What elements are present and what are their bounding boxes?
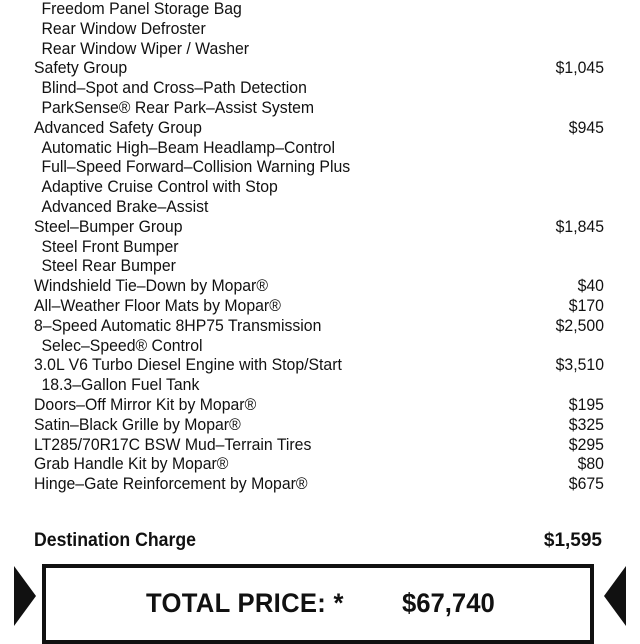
option-item xyxy=(34,117,604,138)
option-label: Grab Handle Kit by Mopar® xyxy=(34,454,229,474)
option-label: Windshield Tie–Down by Mopar® xyxy=(34,276,268,296)
option-label: Safety Group xyxy=(34,58,128,78)
option-label: Steel–Bumper Group xyxy=(34,216,183,236)
option-label: Blind–Spot and Cross–Path Detection xyxy=(41,78,307,98)
option-sub-item xyxy=(34,375,564,395)
option-label: Freedom Panel Storage Bag xyxy=(41,0,242,18)
option-item xyxy=(34,434,604,455)
option-price: $80 xyxy=(577,454,604,474)
option-price: $2,500 xyxy=(555,315,604,335)
option-item xyxy=(34,355,604,375)
destination-charge-label: Destination Charge xyxy=(34,530,197,551)
option-item xyxy=(34,454,604,474)
option-price: $1,045 xyxy=(555,58,604,78)
option-price: $170 xyxy=(568,295,604,315)
option-sub-item xyxy=(34,19,564,39)
option-label: All–Weather Floor Mats by Mopar® xyxy=(34,295,281,315)
option-label: Rear Window Wiper / Washer xyxy=(41,38,250,58)
option-label: Rear Window Defroster xyxy=(41,18,206,38)
option-sub-item xyxy=(34,336,564,356)
left-arrow-icon xyxy=(14,566,36,626)
option-label: Advanced Brake–Assist xyxy=(41,196,209,216)
option-list xyxy=(34,0,604,494)
option-price: $295 xyxy=(568,434,604,454)
destination-charge-price: $1,595 xyxy=(543,530,602,551)
option-sub-item xyxy=(34,256,564,276)
option-price: $1,845 xyxy=(555,216,604,236)
destination-charge-row xyxy=(34,528,602,554)
total-price-box xyxy=(42,564,594,644)
option-item xyxy=(34,216,604,237)
option-price: $195 xyxy=(568,394,604,414)
option-label: 18.3–Gallon Fuel Tank xyxy=(41,375,200,395)
option-label: 3.0L V6 Turbo Diesel Engine with Stop/Start xyxy=(34,355,342,375)
option-label: Automatic High–Beam Headlamp–Control xyxy=(41,137,335,157)
option-label: Hinge–Gate Reinforcement by Mopar® xyxy=(34,474,308,494)
option-price: $3,510 xyxy=(555,355,604,375)
option-label: Advanced Safety Group xyxy=(34,117,202,137)
right-arrow-icon xyxy=(604,566,626,626)
option-sub-item xyxy=(34,177,564,197)
option-label: Steel Front Bumper xyxy=(41,236,179,256)
option-sub-item xyxy=(34,157,564,177)
option-price: $675 xyxy=(568,474,604,494)
option-sub-item xyxy=(34,138,564,158)
option-label: Doors–Off Mirror Kit by Mopar® xyxy=(34,394,257,414)
option-price: $40 xyxy=(577,276,604,296)
option-price: $325 xyxy=(568,414,604,434)
option-label: Adaptive Cruise Control with Stop xyxy=(41,177,278,197)
option-item xyxy=(34,474,604,494)
option-label: Satin–Black Grille by Mopar® xyxy=(34,414,241,434)
option-item xyxy=(34,394,604,415)
option-label: Steel Rear Bumper xyxy=(41,256,176,276)
option-label: Selec–Speed® Control xyxy=(41,335,203,355)
option-sub-item xyxy=(34,0,564,19)
total-price-value: $67,740 xyxy=(402,588,495,618)
option-price: $945 xyxy=(568,117,604,137)
option-sub-item xyxy=(34,197,564,217)
option-item xyxy=(34,315,604,336)
total-price-label: TOTAL PRICE: * xyxy=(146,588,344,618)
option-label: Full–Speed Forward–Collision Warning Plus xyxy=(41,157,351,177)
option-sub-item xyxy=(34,39,564,59)
option-label: 8–Speed Automatic 8HP75 Transmission xyxy=(34,315,322,335)
option-item xyxy=(34,295,604,316)
option-label: LT285/70R17C BSW Mud–Terrain Tires xyxy=(34,434,312,454)
option-item xyxy=(34,414,604,435)
option-sub-item xyxy=(34,237,564,257)
option-sub-item xyxy=(34,98,564,118)
option-item xyxy=(34,276,604,296)
option-sub-item xyxy=(34,78,564,98)
option-label: ParkSense® Rear Park–Assist System xyxy=(41,97,315,117)
option-item xyxy=(34,58,604,78)
